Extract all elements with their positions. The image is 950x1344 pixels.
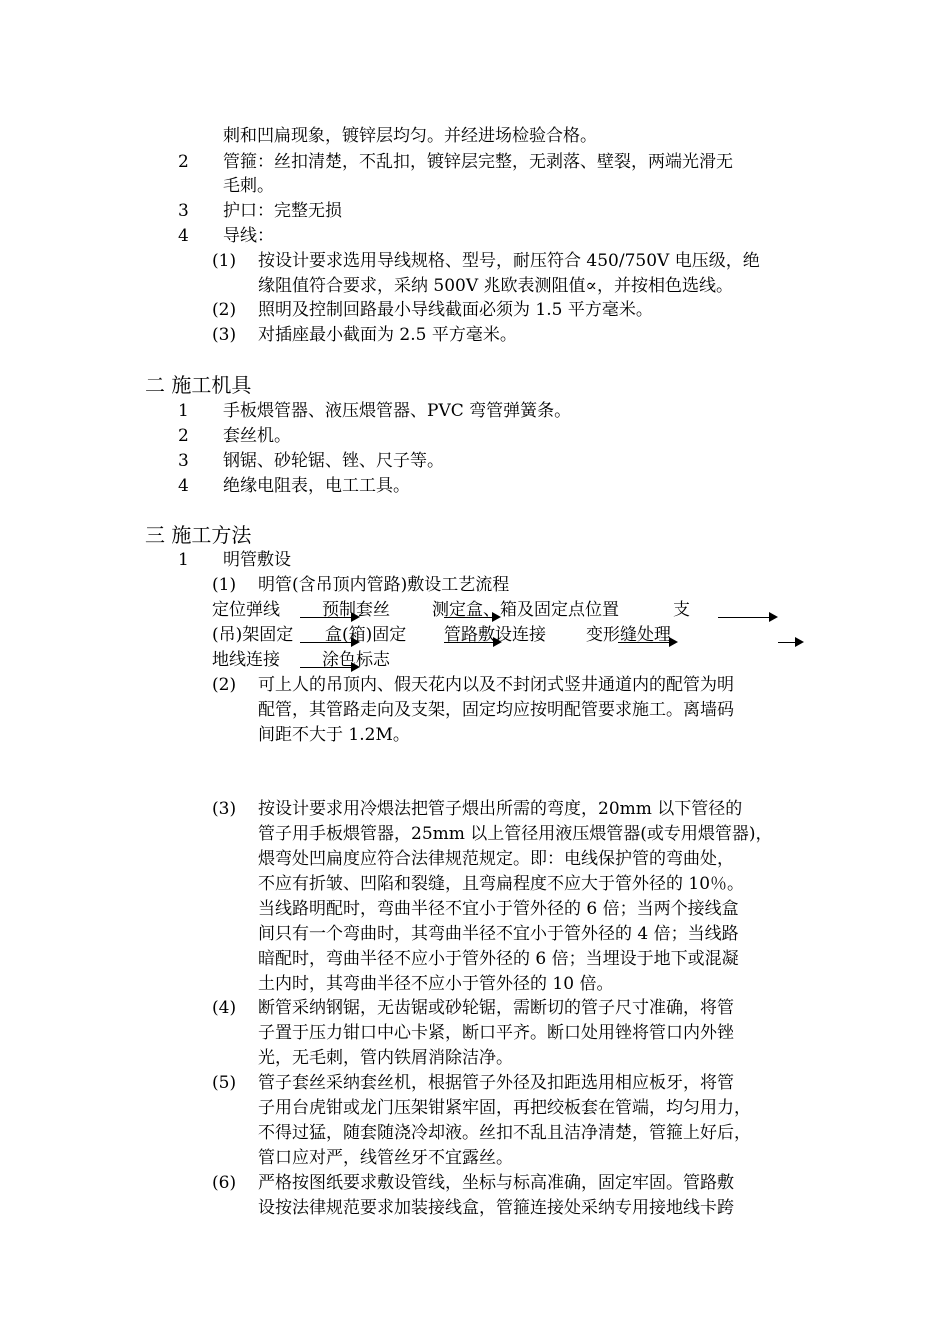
para3-line4: 不应有折皱、凹陷和裂缝，且弯扁程度不应大于管外径的 10％。 <box>258 874 745 894</box>
material-item3-text: 护口：完整无损 <box>223 201 342 221</box>
para2-line2: 配管，其管路走向及支架，固定均应按明配管要求施工。离墙码 <box>258 700 734 720</box>
flow-arrow-8 <box>300 667 358 668</box>
tools-heading: 二 施工机具 <box>145 373 252 397</box>
flow-step-joint-treatment: 变形缝处理 <box>586 625 671 645</box>
tools-item1-number: 1 <box>178 401 189 421</box>
wire-sub1-line1: 按设计要求选用导线规格、型号，耐压符合 450/750V 电压级，绝 <box>258 251 760 271</box>
para5-line4: 管口应对严，线管丝牙不宜露丝。 <box>258 1148 513 1168</box>
method-item1-text: 明管敷设 <box>223 550 291 570</box>
tools-item4-text: 绝缘电阻表，电工工具。 <box>223 476 410 496</box>
wire-sub2-number: (2) <box>212 300 237 320</box>
para5-number: (5) <box>212 1073 237 1093</box>
flow-arrow-7 <box>778 642 802 643</box>
flow-step-measure-box: 测定盒、箱及固定点位置 <box>432 600 619 620</box>
para4-line2: 子置于压力钳口中心卡紧，断口平齐。断口处用锉将管口内外锉 <box>258 1023 734 1043</box>
para3-line1: 按设计要求用冷煨法把管子煨出所需的弯度，20mm 以下管径的 <box>258 799 743 819</box>
tools-item2-number: 2 <box>178 426 189 446</box>
para3-line8: 土内时，其弯曲半径不应小于管外径的 10 倍。 <box>258 974 614 994</box>
para6-number: (6) <box>212 1173 237 1193</box>
material-item2-number: 2 <box>178 152 189 172</box>
tools-item3-number: 3 <box>178 451 189 471</box>
flow-arrow-6 <box>618 642 676 643</box>
flow-step-ground-connect: 地线连接 <box>212 650 280 670</box>
material-item4-number: 4 <box>178 226 189 246</box>
flow-arrow-5 <box>444 642 500 643</box>
method-item1-number: 1 <box>178 550 189 570</box>
para3-line3: 煨弯处凹扁度应符合法律规范规定。即：电线保护管的弯曲处， <box>258 849 734 869</box>
para3-line2: 管子用手板煨管器，25mm 以上管径用液压煨管器(或专用煨管器)， <box>258 824 773 844</box>
material-item2-line2: 毛刺。 <box>223 176 274 196</box>
para6-line1: 严格按图纸要求敷设管线，坐标与标高准确，固定牢固。管路敷 <box>258 1173 734 1193</box>
wire-sub1-number: (1) <box>212 251 237 271</box>
para2-number: (2) <box>212 675 237 695</box>
material-item2-line1: 管箍：丝扣清楚，不乱扣，镀锌层完整，无剥落、壁裂，两端光滑无 <box>223 152 733 172</box>
flow-step-pipe-connect: 管路敷设连接 <box>444 625 546 645</box>
flow-arrow-4 <box>300 642 358 643</box>
para3-line6: 间只有一个弯曲时，其弯曲半径不宜小于管外径的 4 倍；当线路 <box>258 924 739 944</box>
para3-line7: 暗配时，弯曲半径不应小于管外径的 6 倍；当埋设于地下或混凝 <box>258 949 739 969</box>
para4-number: (4) <box>212 998 237 1018</box>
wire-sub3-text: 对插座最小截面为 2.5 平方毫米。 <box>258 325 517 345</box>
wire-sub1-line2: 缘阻值符合要求，采纳 500V 兆欧表测阻值∝，并按相色选线。 <box>258 276 734 296</box>
flow-title-text: 明管(含吊顶内管路)敷设工艺流程 <box>258 575 510 595</box>
material-item1-continuation: 刺和凹扁现象，镀锌层均匀。并经进场检验合格。 <box>223 126 597 146</box>
flow-step-prefab-thread: 预制套丝 <box>322 600 390 620</box>
para4-line1: 断管采纳钢锯，无齿锯或砂轮锯，需断切的管子尺寸准确，将管 <box>258 998 734 1018</box>
para3-number: (3) <box>212 799 237 819</box>
flow-step-positioning: 定位弹线 <box>212 600 280 620</box>
flow-step-support-start: 支 <box>673 600 690 620</box>
tools-item3-text: 钢锯、砂轮锯、锉、尺子等。 <box>223 451 444 471</box>
para5-line1: 管子套丝采纳套丝机，根据管子外径及扣距选用相应板牙，将管 <box>258 1073 734 1093</box>
para4-line3: 光，无毛刺，管内铁屑消除洁净。 <box>258 1048 513 1068</box>
material-item3-number: 3 <box>178 201 189 221</box>
flow-title-number: (1) <box>212 575 237 595</box>
flow-arrow-3 <box>718 617 776 618</box>
flow-arrow-2 <box>444 617 499 618</box>
wire-sub3-number: (3) <box>212 325 237 345</box>
tools-item4-number: 4 <box>178 476 189 496</box>
para5-line2: 子用台虎钳或龙门压架钳紧牢固，再把绞板套在管端，均匀用力， <box>258 1098 751 1118</box>
material-item4-text: 导线： <box>223 226 274 246</box>
flow-step-box-fix: 盒(箱)固定 <box>325 625 407 645</box>
tools-item2-text: 套丝机。 <box>223 426 291 446</box>
flow-arrow-1 <box>300 617 358 618</box>
wire-sub2-text: 照明及控制回路最小导线截面必须为 1.5 平方毫米。 <box>258 300 653 320</box>
para3-line5: 当线路明配时，弯曲半径不宜小于管外径的 6 倍；当两个接线盒 <box>258 899 739 919</box>
para6-line2: 设按法律规范要求加装接线盒，管箍连接处采纳专用接地线卡跨 <box>258 1198 734 1218</box>
para5-line3: 不得过猛，随套随浇冷却液。丝扣不乱且洁净清楚，管箍上好后， <box>258 1123 751 1143</box>
tools-item1-text: 手板煨管器、液压煨管器、PVC 弯管弹簧条。 <box>223 401 572 421</box>
para2-line1: 可上人的吊顶内、假天花内以及不封闭式竖井通道内的配管为明 <box>258 675 734 695</box>
flow-step-bracket-fix: (吊)架固定 <box>212 625 294 645</box>
method-heading: 三 施工方法 <box>145 523 252 547</box>
para2-line3: 间距不大于 1.2M。 <box>258 725 410 745</box>
flow-step-color-mark: 涂色标志 <box>322 650 390 670</box>
